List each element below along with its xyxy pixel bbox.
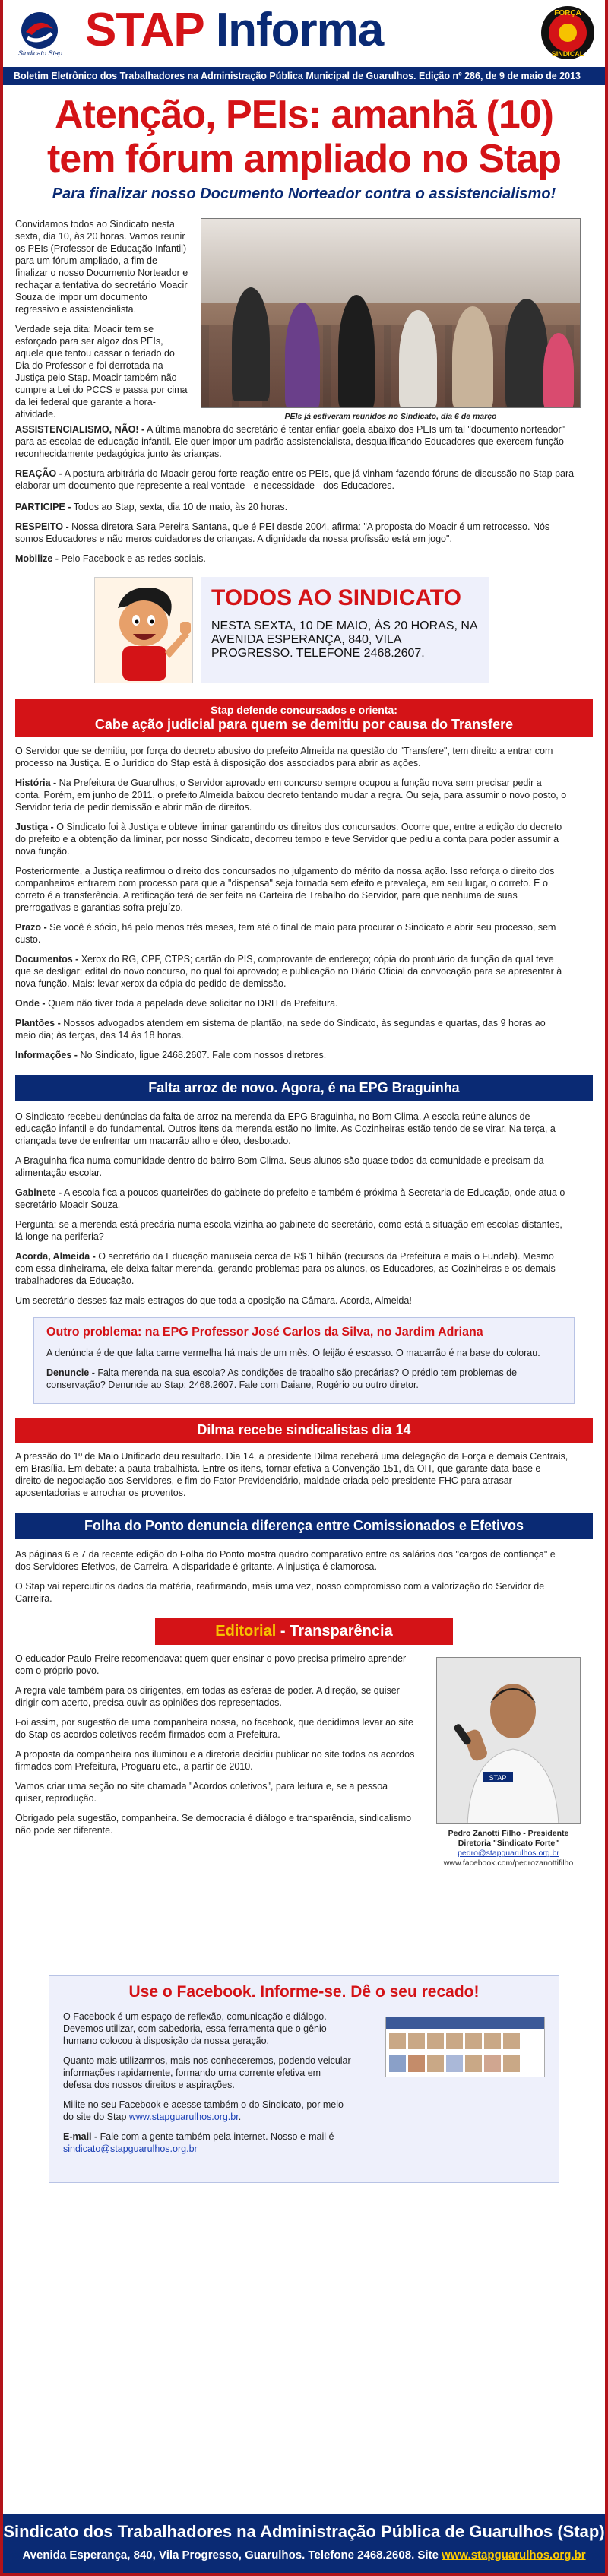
editorial-section [3, 1652, 605, 1964]
paragraph: Quanto mais utilizarmos, mais nos conheceremos, podendo veicular informações rapidamente, formando uma corrente efetiva em defesa dos nossos direitos e aspirações. [63, 2055, 351, 2090]
editorial-label: Editorial [215, 1623, 277, 1640]
paragraph-respeito: RESPEITO - Nossa diretora Sara Pereira Santana, que é PEI desde 2004, afirma: "A proposta do Moacir é um retrocesso. Nós somos Educadores e não meros cuidadores de crianças. A dignidade da nossa profissão está em jogo". [15, 521, 550, 544]
section-kicker: Stap defende concursados e orienta: [211, 704, 397, 716]
sindicato-email-link[interactable]: sindicato@stapguarulhos.org.br [63, 2143, 198, 2154]
headline-line-2: tem fórum ampliado no Stap [46, 137, 562, 181]
facebook-box-title: Use o Facebook. Informe-se. Dê o seu recado! [128, 1983, 480, 2001]
paragraph-prazo: Prazo - Se você é sócio, há pelo menos três meses, tem até o final de maio para procurar o Sindicato e abrir seu processo, sem custo. [15, 922, 556, 945]
title-informa: Informa [215, 4, 384, 56]
paragraph-informacoes: Informações - No Sindicato, ligue 2468.2607. Fale com nossos diretores. [15, 1050, 327, 1060]
intro-body [15, 423, 581, 499]
paragraph: O Facebook é um espaço de reflexão, comunicação e diálogo. Devemos utilizar, com sabedoria, essa ferramenta que o gênio humano colocou à disposição da nossa geração. [63, 2011, 327, 2046]
headline-kicker: Para finalizar nosso Documento Norteador contra o assistencialismo! [52, 185, 556, 202]
intro-continued [3, 501, 581, 565]
section-transfere-header [15, 699, 593, 737]
section-folha-body [3, 1548, 581, 1605]
paragraph: O Servidor que se demitiu, por força do decreto abusivo do prefeito Almeida na questão do "Transfere", tem direito a entrar com processo na Justiça. E o Jurídico do Stap está à disposição dos associados para abrir as ações. [15, 746, 553, 768]
paragraph: Vamos criar uma seção no site chamada "Acordos coletivos", para leitura e, se a pessoa quiser, reprodução. [15, 1781, 388, 1804]
section-title: Dilma recebe sindicalistas dia 14 [197, 1422, 411, 1437]
paragraph-gabinete: Gabinete - A escola fica a poucos quarteirões do gabinete do prefeito e também é próxima à Secretaria de Educação, onde atua o secretário Moacir Souza. [15, 1187, 565, 1210]
paragraph-onde: Onde - Quem não tiver toda a papelada deve solicitar no DRH da Prefeitura. [15, 998, 338, 1009]
caption-role: Diretoria "Sindicato Forte" [458, 1839, 559, 1848]
footer-address: Avenida Esperança, 840, Vila Progresso, Guarulhos. Telefone 2468.2608. Site www.stapguarulhos.org.br [22, 2549, 586, 2562]
paragraph-plantoes: Plantões - Nossos advogados atendem em sistema de plantão, na sede do Sindicato, às segundas e quartas, das 9 horas ao meio dia; às terças, das 14 às 18 horas. [15, 1018, 546, 1041]
editorial-header: Editorial - Transparência [155, 1618, 453, 1645]
masthead [3, 0, 605, 67]
paragraph: A proposta da companheira nos iluminou e a diretoria decidiu publicar no site todos os acordos firmados com Prefeitura, Proguaru etc., a partir de 2010. [15, 1749, 415, 1772]
paragraph: A denúncia é de que falta carne vermelha há mais de um mês. O feijão é escasso. O macarrão é na base do colorau. [46, 1348, 540, 1358]
intro-section [3, 218, 605, 501]
seal-text-top: FORÇA [554, 9, 581, 17]
paragraph-acorda: Acorda, Almeida - O secretário da Educação manuseia cerca de R$ 1 bilhão (recursos da Prefeitura e mais o Fundeb). Mesmo com essa dinheirama, ele deixa faltar merenda, gerando problemas para os alunos, os Educadores, as Cozinheiras e os demais trabalhadores da Educação. [15, 1251, 556, 1286]
president-facebook: www.facebook.com/pedrozanottifilho [443, 1858, 574, 1868]
paragraph: A regra vale também para os dirigentes, em todas as esferas de poder. A direção, se quiser dirigir com acerto, precisa ouvir as opiniões dos representados. [15, 1685, 400, 1708]
headline-line-1: Atenção, PEIs: amanhã (10) [55, 93, 553, 137]
paragraph: A Braguinha fica numa comunidade dentro do bairro Bom Clima. Seus alunos são quase todos da comunidade e precisam da alimentação escolar. [15, 1155, 544, 1178]
paragraph-historia: História - Na Prefeitura de Guarulhos, o Servidor aprovado em concurso sempre ocupou a função nova sem precisar pedir a conta. Porém, em junho de 2011, o prefeito Almeida baixou decreto tentando mudar a regra. Ou seja, para assumir o novo posto, o Servidor teria de pedir demissão e abrir mão de direitos. [15, 778, 567, 813]
facebook-page-thumbnail [385, 2017, 545, 2077]
footer-site-link[interactable]: www.stapguarulhos.org.br [442, 2549, 586, 2562]
paragraph-reacao: REAÇÃO - A postura arbitrária do Moacir gerou forte reação entre os PEIs, que já vinham fazendo fóruns de discussão no Stap para elaborar um documento que represente a real vontade - e necessidade - dos Educadores. [15, 468, 575, 491]
meeting-photo-caption: PEIs já estiveram reunidos no Sindicato, dia 6 de março [284, 412, 497, 421]
intro-text [15, 218, 190, 428]
paragraph-email: E-mail - Fale com a gente também pela internet. Nosso e-mail é sindicato@stapguarulhos.org.br [63, 2131, 334, 2154]
paragraph: O Stap vai repercutir os dados da matéria, reafirmando, mais uma vez, nosso compromisso com a valorização do Servidor de Carreira. [15, 1581, 545, 1604]
paragraph-documentos: Documentos - Xerox do RG, CPF, CTPS; cartão do PIS, comprovante de endereço; cópia do prontuário da função da qual teve que se desligar; edital do novo concurso, no qual foi aprovado; e publicação no Diário Oficial da convocação para se apresentar à nova função. Mais: levar xerox da cópia do pedido de demissão. [15, 954, 562, 989]
editorial-text [15, 1652, 418, 1844]
paragraph: Milite no seu Facebook e acesse também o do Sindicato, por meio do site do Stap www.stapguarulhos.org.br. [63, 2099, 344, 2122]
paragraph: O Sindicato recebeu denúncias da falta de arroz na merenda da EPG Braguinha, no Bom Clima. A escola reúne alunos de educação infantil e do fundamental. Outros itens da merenda estão no limite. As Cozinheiras estão tendo de se virar. Na terça, a criançada teve de enfrentar um macarrão alho e óleo, desbotado. [15, 1111, 556, 1146]
president-photo [436, 1657, 581, 1824]
paragraph-justica: Justiça - O Sindicato foi à Justiça e obteve liminar garantindo os direitos dos concursados. Ocorre que, entre a edição do decreto do prefeito e a obtenção da liminar, por nosso Sindicato, decorreu tempo e teve Servidor que pediu a conta para poder assumir a nova função. [15, 822, 562, 857]
paragraph: Um secretário desses faz mais estragos do que toda a oposição na Câmara. Acorda, Almeida! [15, 1295, 412, 1306]
paragraph-denuncie: Denuncie - Falta merenda na sua escola? As condições de trabalho são precárias? O prédio tem problemas de conservação? Denuncie ao Stap: 2468.2607. Fale com Daiane, Rogério ou outro diretor. [46, 1367, 518, 1390]
paragraph-participe: PARTICIPE - Todos ao Stap, sexta, dia 10 de maio, às 20 horas. [15, 502, 288, 512]
president-caption [429, 1829, 588, 1868]
seal-text-bottom: SINDICAL [551, 50, 584, 58]
footer [3, 2514, 605, 2573]
paragraph: As páginas 6 e 7 da recente edição do Folha do Ponto mostra quadro comparativo entre os salários dos "cargos de confiança" e dos Servidores Efetivos, de Carreira. A disparidade é gritante. A injustiça é clamorosa. [15, 1549, 556, 1572]
section-dilma-header [15, 1418, 593, 1443]
edition-bar: Boletim Eletrônico dos Trabalhadores na Administração Pública Municipal de Guarulhos. Edição nº 286, de 9 de maio de 2013 [3, 67, 605, 85]
paragraph-assistencialismo: ASSISTENCIALISMO, NÃO! - A última manobra do secretário é tentar enfiar goela abaixo dos PEIs um tal "documento norteador" para as escolas de educação infantil. Ele quer impor um padrão assistencialista, desqualificando Educadores que exercem função reconhecidamente pedagógica junto às crianças. [15, 424, 565, 459]
logo-caption: Sindicato Stap [18, 49, 63, 57]
title-stap: STAP [85, 4, 204, 56]
callout-text: NESTA SEXTA, 10 DE MAIO, ÀS 20 HORAS, NA AVENIDA ESPERANÇA, 840, VILA PROGRESSO. TELEFONE 2468.2607. [211, 619, 477, 660]
paragraph: Foi assim, por sugestão de uma companheira nossa, no facebook, que decidimos levar ao site do Stap os acordos coletivos recém-firmados com a Prefeitura. [15, 1717, 413, 1740]
president-email-link[interactable]: pedro@stapguarulhos.org.br [458, 1849, 559, 1858]
callout-title: TODOS AO SINDICATO [211, 585, 461, 610]
paragraph: A pressão do 1º de Maio Unificado deu resultado. Dia 14, a presidente Dilma receberá uma delegação da Força e demais Centrais, em Brasília. Em debate: a pauta trabalhista. Entre os itens, tornar efetiva a Convenção 151, da OIT, que garante data-base e direito de negociação aos Servidores, e fim do Fator Previdenciário, maldade criada pelo presidente FHC para atrasar aposentadorias e arrochar os proventos. [15, 1451, 568, 1498]
section-dilma-body [3, 1450, 581, 1499]
stap-site-link[interactable]: www.stapguarulhos.org.br [128, 2112, 239, 2122]
section-folha-header: Folha do Ponto denuncia diferença entre Comissionados e Efetivos [15, 1513, 593, 1539]
facebook-box-text [63, 2010, 352, 2155]
stap-logo [14, 9, 74, 58]
intro-paragraph: Verdade seja dita: Moacir tem se esforçado para ser algoz dos PEIs, aquele que tentou cassar o feriado do Dia do Professor e foi derrotada na Justiça pelo Stap. Moacir também não cumpre a Lei do PCCS e passa por cima da lei federal que garante a hora-atividade. [15, 324, 188, 420]
meeting-photo [201, 218, 581, 408]
footer-union-name: Sindicato dos Trabalhadores na Administração Pública de Guarulhos (Stap) [3, 2522, 605, 2541]
paragraph-mobilize: Mobilize - Pelo Facebook e as redes sociais. [15, 553, 206, 564]
paragraph: Obrigado pela sugestão, companheira. Se democracia é diálogo e transparência, sindicalismo não pode ser diferente. [15, 1813, 412, 1836]
section-transfere-body [3, 745, 581, 1061]
event-callout [94, 577, 489, 683]
masthead-title [85, 2, 383, 59]
headline [3, 93, 605, 181]
mascot-illustration [94, 577, 193, 683]
paragraph: Pergunta: se a merenda está precária numa escola vizinha ao gabinete do secretário, como está a situação em escolas distantes, lá longe na periferia? [15, 1219, 562, 1242]
shirt-text: STAP [489, 1774, 507, 1782]
box-title: Outro problema: na EPG Professor José Carlos da Silva, no Jardim Adriana [46, 1326, 483, 1339]
outro-problema-box [33, 1317, 575, 1404]
section-arroz-body [3, 1111, 581, 1307]
intro-paragraph: Convidamos todos ao Sindicato nesta sexta, dia 10, às 20 horas. Vamos reunir os PEIs (Professor de Educação Infantil) para um fórum ampliado, a fim de finalizar o nosso Documento Norteador e rechaçar a tentativa do secretário Moacir Souza de impor um documento regressivo e assistencialista. [15, 219, 188, 315]
editorial-title: Transparência [290, 1623, 393, 1640]
forca-sindical-seal [540, 5, 596, 61]
paragraph: Posteriormente, a Justiça reafirmou o direito dos concursados no julgamento do mérito da nossa ação. Isso reforça o direito dos companheiros entrarem com processo para que a "dispensa" seja tornada sem efeito e prevaleça, em seu lugar, o correto. E o correto é a transferência. A retificação terá de ser feita na Carteira de Trabalho do Servidor, para que nenhuma de suas prerrogativas e garantias sofra prejuízo. [15, 866, 555, 913]
event-callout-box [201, 577, 489, 683]
section-arroz-header: Falta arroz de novo. Agora, é na EPG Braguinha [15, 1075, 593, 1101]
facebook-box [49, 1975, 559, 2183]
section-title: Cabe ação judicial para quem se demitiu por causa do Transfere [94, 717, 514, 732]
caption-name: Pedro Zanotti Filho - Presidente [448, 1829, 569, 1838]
paragraph: O educador Paulo Freire recomendava: quem quer ensinar o povo precisa primeiro aprender com o próprio povo. [15, 1653, 407, 1676]
